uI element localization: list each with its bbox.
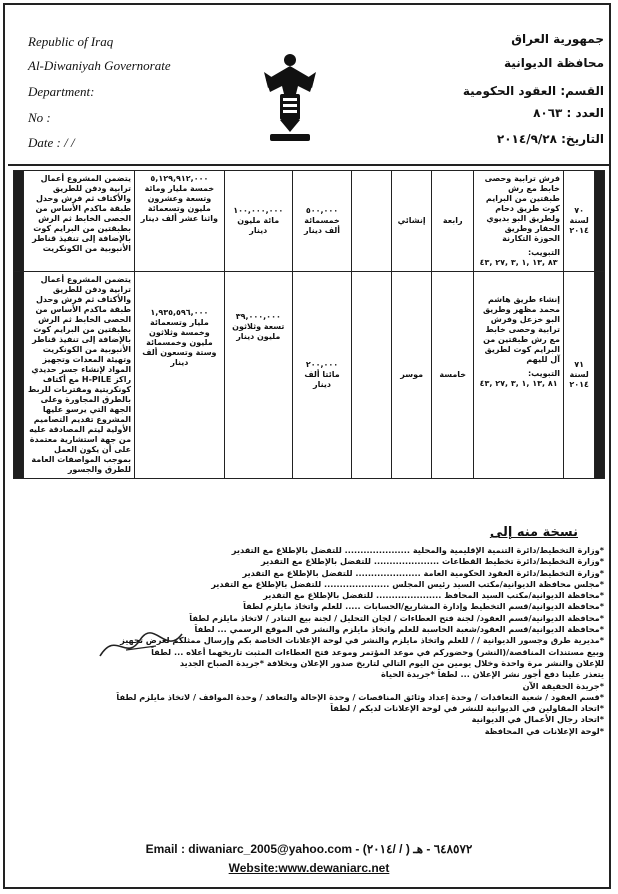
department-en: Department: — [28, 84, 95, 99]
project-name: إنشاء طريق هاشم محمد مظهر وطريق البو خزعل وفرش ترابية وحصى خابط مع رش طبقتين من البرايم كوت لطريق آل لليهم — [482, 295, 560, 364]
signature-icon — [96, 626, 186, 664]
type-cell — [352, 272, 392, 479]
iraq-emblem-icon — [262, 46, 318, 146]
list-item: *لوحة الإعلانات في المحافظة — [484, 725, 604, 736]
row-marker — [595, 272, 605, 479]
seq-cell: ٧٠ لسنة ٢٠١٤ — [563, 171, 594, 272]
estimate-numeric: ١,٩٣٥,٥٩٦,٠٠٠ — [150, 308, 209, 317]
governorate-en: Al-Diwaniyah Governorate — [28, 58, 171, 73]
footer-email: Email : diwaniarc_2005@yahoo.com - (٢٠١٤/ / ) ٦٤٨٥٧٢ - هـ — [145, 842, 473, 856]
fee-numeric: ٣٩,٠٠٠,٠٠٠ — [235, 312, 281, 321]
project-name-cell — [474, 171, 564, 272]
estimate-numeric: ٥,١٢٩,٩١٢,٠٠٠ — [150, 174, 209, 183]
list-item: *محافظة الديوانية/مكتب السيد المحافظ ..................... للتفضل بالإطلاع مع التقدير — [263, 590, 604, 601]
fee-cell — [224, 272, 292, 479]
estimate-cell — [135, 171, 225, 272]
section-ar: القسم: العقود الحكومية — [462, 84, 604, 98]
header-separator — [8, 164, 610, 166]
row-marker — [595, 171, 605, 272]
code-label: التبويب: — [527, 369, 560, 378]
estimate-cell — [135, 272, 225, 479]
project-name: فرش ترابية وحصى خابط مع رش طبقتين من البرايم كوت طريق دحام ولطريق البو بديوي الحفار وطريق الحوزة التكارنة — [484, 174, 560, 243]
fee-numeric: ١٠٠,٠٠٠,٠٠٠ — [233, 206, 284, 215]
list-item: للإعلان والنشر مرة واحدة وخلال يومين من اليوم التالي لتاريخ صدور الإعلان وبخلافة *جريدة الصباح الجديد — [179, 657, 604, 668]
list-item: يتعذر علينا دفع أجور نشر الإعلان ... لطفاً *جريدة الحياة — [380, 669, 604, 680]
cost-words: خمسمائة ألف دينار — [303, 216, 341, 235]
fee-cell — [224, 171, 292, 272]
table-row — [14, 272, 605, 479]
description-cell: يتضمن المشروع أعمال ترابية ودفن للطريق والأكتاف ثم فرش وحدل طبقة ماكدم الأساس من الحصى الخابط ثم الرش بطبقتين من البرايم كوت بالإضافة إلى تنفيذ قناطر الأنبوبية من الكونكريت وتهيئة المعدات وتجهيز المواد لإنشاء جسر حديدي راكز H-PILE مع أكتاف كونكريتية ومقتربات للربط بالطرق المجاورة وعلى الجهة التي يرسو عليها المشروع تقديم التصاميم الأولية ليتم المصادقة عليه من جهة استشارية معتمدة على أن يكون العمل بموجب المواصفات العامة للطرق والجسور — [23, 272, 134, 479]
fee-words: تسعة وثلاثون مليون دينار — [232, 322, 285, 341]
list-item: *مجلس محافظة الديوانية/مكتب السيد رئيس المجلس ..................... للتفضل بالإطلاع مع التقدير — [211, 578, 604, 589]
number-ar: العدد : ٨٠٦٣ — [533, 106, 604, 120]
grade-cell: خامسة — [432, 272, 474, 479]
spec-cell: موسر — [392, 272, 432, 479]
cost-cell — [292, 272, 351, 479]
number-en: No : — [28, 110, 51, 125]
list-item: *اتحاد رجال الأعمال في الديوانية — [471, 714, 604, 725]
cost-cell — [292, 171, 351, 272]
row-marker — [14, 272, 24, 479]
republic-ar: جمهورية العراق — [511, 32, 604, 46]
list-item: *وزارة التخطيط/دائرة التنمية الإقليمية والمحلية ..................... للتفضل بالإطلاع مع التقدير — [231, 545, 604, 555]
cost-numeric: ٢٠٠,٠٠٠ — [305, 360, 339, 369]
grade-cell: رابعة — [432, 171, 474, 272]
code-label: التبويب: — [527, 248, 560, 257]
code-value: ٨١ ,١٣ ,١ ,٣ ,٢٧ ,٤٣ — [479, 379, 558, 388]
date-en: Date : / / — [28, 135, 75, 150]
cost-words: مائتا ألف دينار — [304, 370, 340, 389]
estimate-words: خمسة مليار ومائة وتسعة وعشرون مليون وتسعمائة واثنا عشر ألف دينار — [140, 184, 218, 223]
list-item: *وزارة التخطيط/دائرة العقود الحكومية العامة ..................... للتفضل بالإطلاع مع التقدير — [242, 567, 604, 578]
list-item: *اتحاد المقاولين في الديوانية للنشر في لوحة الإعلانات لديكم / لطفاً — [330, 703, 604, 714]
list-item: *جريدة الحقيقة الآن — [522, 680, 604, 691]
estimate-words: مليار وتسعمائة وخمسة وثلاثون مليون وخمسمائة وستة وتسعون ألف دينار — [142, 318, 217, 367]
code-value: ٨٣ ,١٣ ,١ ,٣ ,٢٧ ,٤٣ — [479, 258, 558, 267]
copies-title: نسخة منه إلى — [489, 525, 578, 540]
cost-numeric: ٥٠٠,٠٠٠ — [305, 206, 339, 215]
date-ar: التاريخ: ٢٠١٤/٩/٢٨ — [496, 132, 604, 146]
list-item: *وزارة التخطيط/دائرة تخطيط القطاعات ..................... للتفضل بالإطلاع مع التقدير — [260, 556, 604, 567]
list-item: *محافظة الديوانية/قسم التخطيط وإدارة المشاريع/الحسابات ..... للعلم واتخاذ مايلزم لطفاً — [243, 601, 604, 612]
list-item: وبيع مستندات المناقصة/(النشر) وحضوركم في موعد المؤتمر وموعد فتح العطاءات المثبت تاريخهما أعلاه ... لطفاً — [151, 646, 604, 657]
spec-cell: إنشائي — [392, 171, 432, 272]
project-name-cell — [474, 272, 564, 479]
type-cell — [352, 171, 392, 272]
description-cell: يتضمن المشروع أعمال ترابية ودفن للطريق والأكتاف ثم فرش وحدل طبقة ماكدم الأساس من الحصى الخابط ثم الرش بطبقتين من البرايم كوت بالإضافة إلى تنفيذ قناطر الأنبوبية من الكونكريت — [23, 171, 134, 272]
list-item: *مديرية طرق وجسور الديوانية / / للعلم واتخاذ مايلزم والنشر في لوحة الإعلانات الخاصة بكم وإرسال ممثلكم لغرض تجهيز — [120, 635, 604, 646]
governorate-ar: محافظة الديوانية — [504, 56, 604, 70]
republic-en: Republic of Iraq — [28, 34, 114, 49]
list-item: *محافظة الديوانية/قسم العقود/شعبة الحاسبة للعلم واتخاذ مايلزم والنشر في الموقع الرسمي ... لطفاً — [194, 624, 604, 635]
fee-words: مائة مليون دينار — [237, 216, 280, 235]
projects-table — [13, 170, 605, 479]
seq-cell: ٧١ لسنة ٢٠١٤ — [563, 272, 594, 479]
list-item: *محافظة الديوانية/قسم العقود/ لجنة فتح العطاءات / لجان التحليل / لجنة بيع التنادر / لاتخاذ مايلزم لطفاً — [189, 612, 604, 623]
table-row — [14, 171, 605, 272]
footer-website: Website:www.dewaniarc.net — [228, 861, 390, 875]
row-marker — [14, 171, 24, 272]
list-item: *قسم العقود / شعبة التعاقدات / وحدة إعداد وثائق المناقصات / وحدة الإحالة والتعاقد / وحدة المواقف / لاتخاذ مايلزم لطفاً — [116, 691, 604, 702]
